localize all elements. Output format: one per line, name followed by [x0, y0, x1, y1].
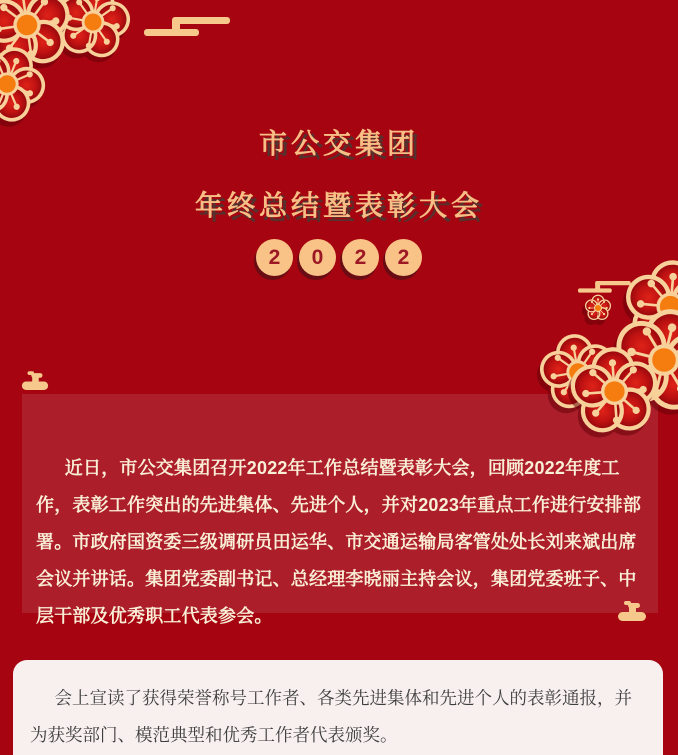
cloud-ornament-icon — [20, 371, 50, 392]
plum-blossom-icon — [584, 294, 612, 322]
summary-text: 近日，市公交集团召开2022年工作总结暨表彰大会，回顾2022年度工作，表彰工作突出的先进集体、先进个人，并对2023年重点工作进行安排部署。市政府国资委三级调研员田运华、市交通运输局客管处处长刘来斌出席会议并讲话。集团党委副书记、总经理李晓丽主持会议，集团党委班子、中层干部及优秀职工代表参会。 — [36, 458, 642, 626]
year-digit: 2 — [385, 239, 422, 276]
year-digit: 0 — [299, 239, 336, 276]
year-digit: 2 — [342, 239, 379, 276]
cloud-ornament-icon — [616, 601, 648, 623]
summary-panel — [22, 394, 658, 626]
award-card — [13, 660, 663, 755]
award-text: 会上宣读了获得荣誉称号工作者、各类先进集体和先进个人的表彰通报，并为获奖部门、模范典型和优秀工作者代表颁奖。 — [30, 688, 632, 745]
year-badge — [0, 239, 678, 276]
cloud-line-icon — [144, 17, 232, 37]
year-digit: 2 — [256, 239, 293, 276]
poster-title: 市公交集团 — [258, 128, 419, 159]
poster-subtitle: 年终总结暨表彰大会 — [194, 190, 483, 221]
plum-blossom-icon — [0, 44, 47, 124]
plum-blossom-icon — [568, 345, 661, 438]
